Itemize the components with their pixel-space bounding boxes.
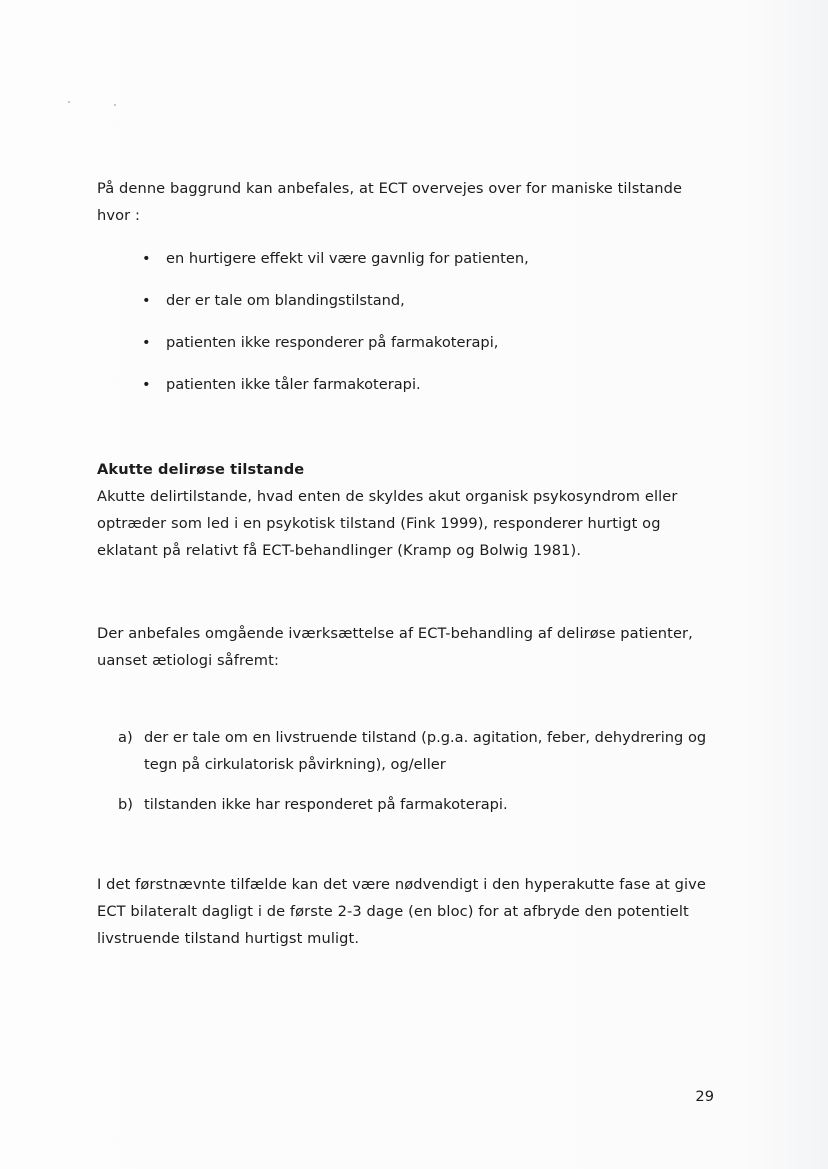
recommendation-paragraph: Der anbefales omgående iværksættelse af ECT-behandling af delirøse patienter, uanset ætiologi såfremt:	[97, 625, 693, 669]
list-marker: b)	[118, 796, 133, 813]
list-item-text: en hurtigere effekt vil være gavnlig for patienten,	[166, 250, 529, 267]
list-item-text: patienten ikke responderer på farmakoterapi,	[166, 334, 499, 351]
bullet-marker: •	[142, 292, 151, 309]
bullet-marker: •	[142, 376, 151, 393]
closing-paragraph: I det førstnævnte tilfælde kan det være nødvendigt i den hyperakutte fase at give ECT bilateralt dagligt i de første 2-3 dage (en bloc) for at afbryde den potentielt livstruende tilstand hurtigst muligt.	[97, 876, 706, 947]
scan-speck	[114, 104, 116, 106]
intro-paragraph: På denne baggrund kan anbefales, at ECT overvejes over for maniske tilstande hvor :	[97, 180, 683, 224]
list-item	[138, 287, 529, 329]
list-item	[138, 371, 529, 413]
delirium-paragraph: Akutte delirtilstande, hvad enten de skyldes akut organisk psykosyndrom eller optræder som led i en psykotisk tilstand (Fink 1999), responderer hurtigt og eklatant på relativt få ECT-behandlinger (Kramp og Bolwig 1981).	[97, 488, 678, 559]
bullet-marker: •	[142, 250, 151, 267]
bullet-list	[138, 245, 529, 413]
list-item	[138, 245, 529, 287]
list-item-text: tilstanden ikke har responderet på farmakoterapi.	[144, 796, 508, 813]
scan-speck	[68, 101, 70, 103]
bullet-marker: •	[142, 334, 151, 351]
list-item	[118, 791, 718, 818]
page-number: 29	[695, 1088, 714, 1105]
list-item-text: der er tale om en livstruende tilstand (p.g.a. agitation, feber, dehydrering og tegn på cirkulatorisk påvirkning), og/eller	[144, 729, 707, 773]
list-marker: a)	[118, 729, 133, 746]
conditions-list	[118, 724, 718, 818]
list-item	[118, 724, 718, 778]
section-heading: Akutte delirøse tilstande	[97, 461, 305, 478]
list-item	[138, 329, 529, 371]
list-item-text: patienten ikke tåler farmakoterapi.	[166, 376, 421, 393]
list-item-text: der er tale om blandingstilstand,	[166, 292, 405, 309]
